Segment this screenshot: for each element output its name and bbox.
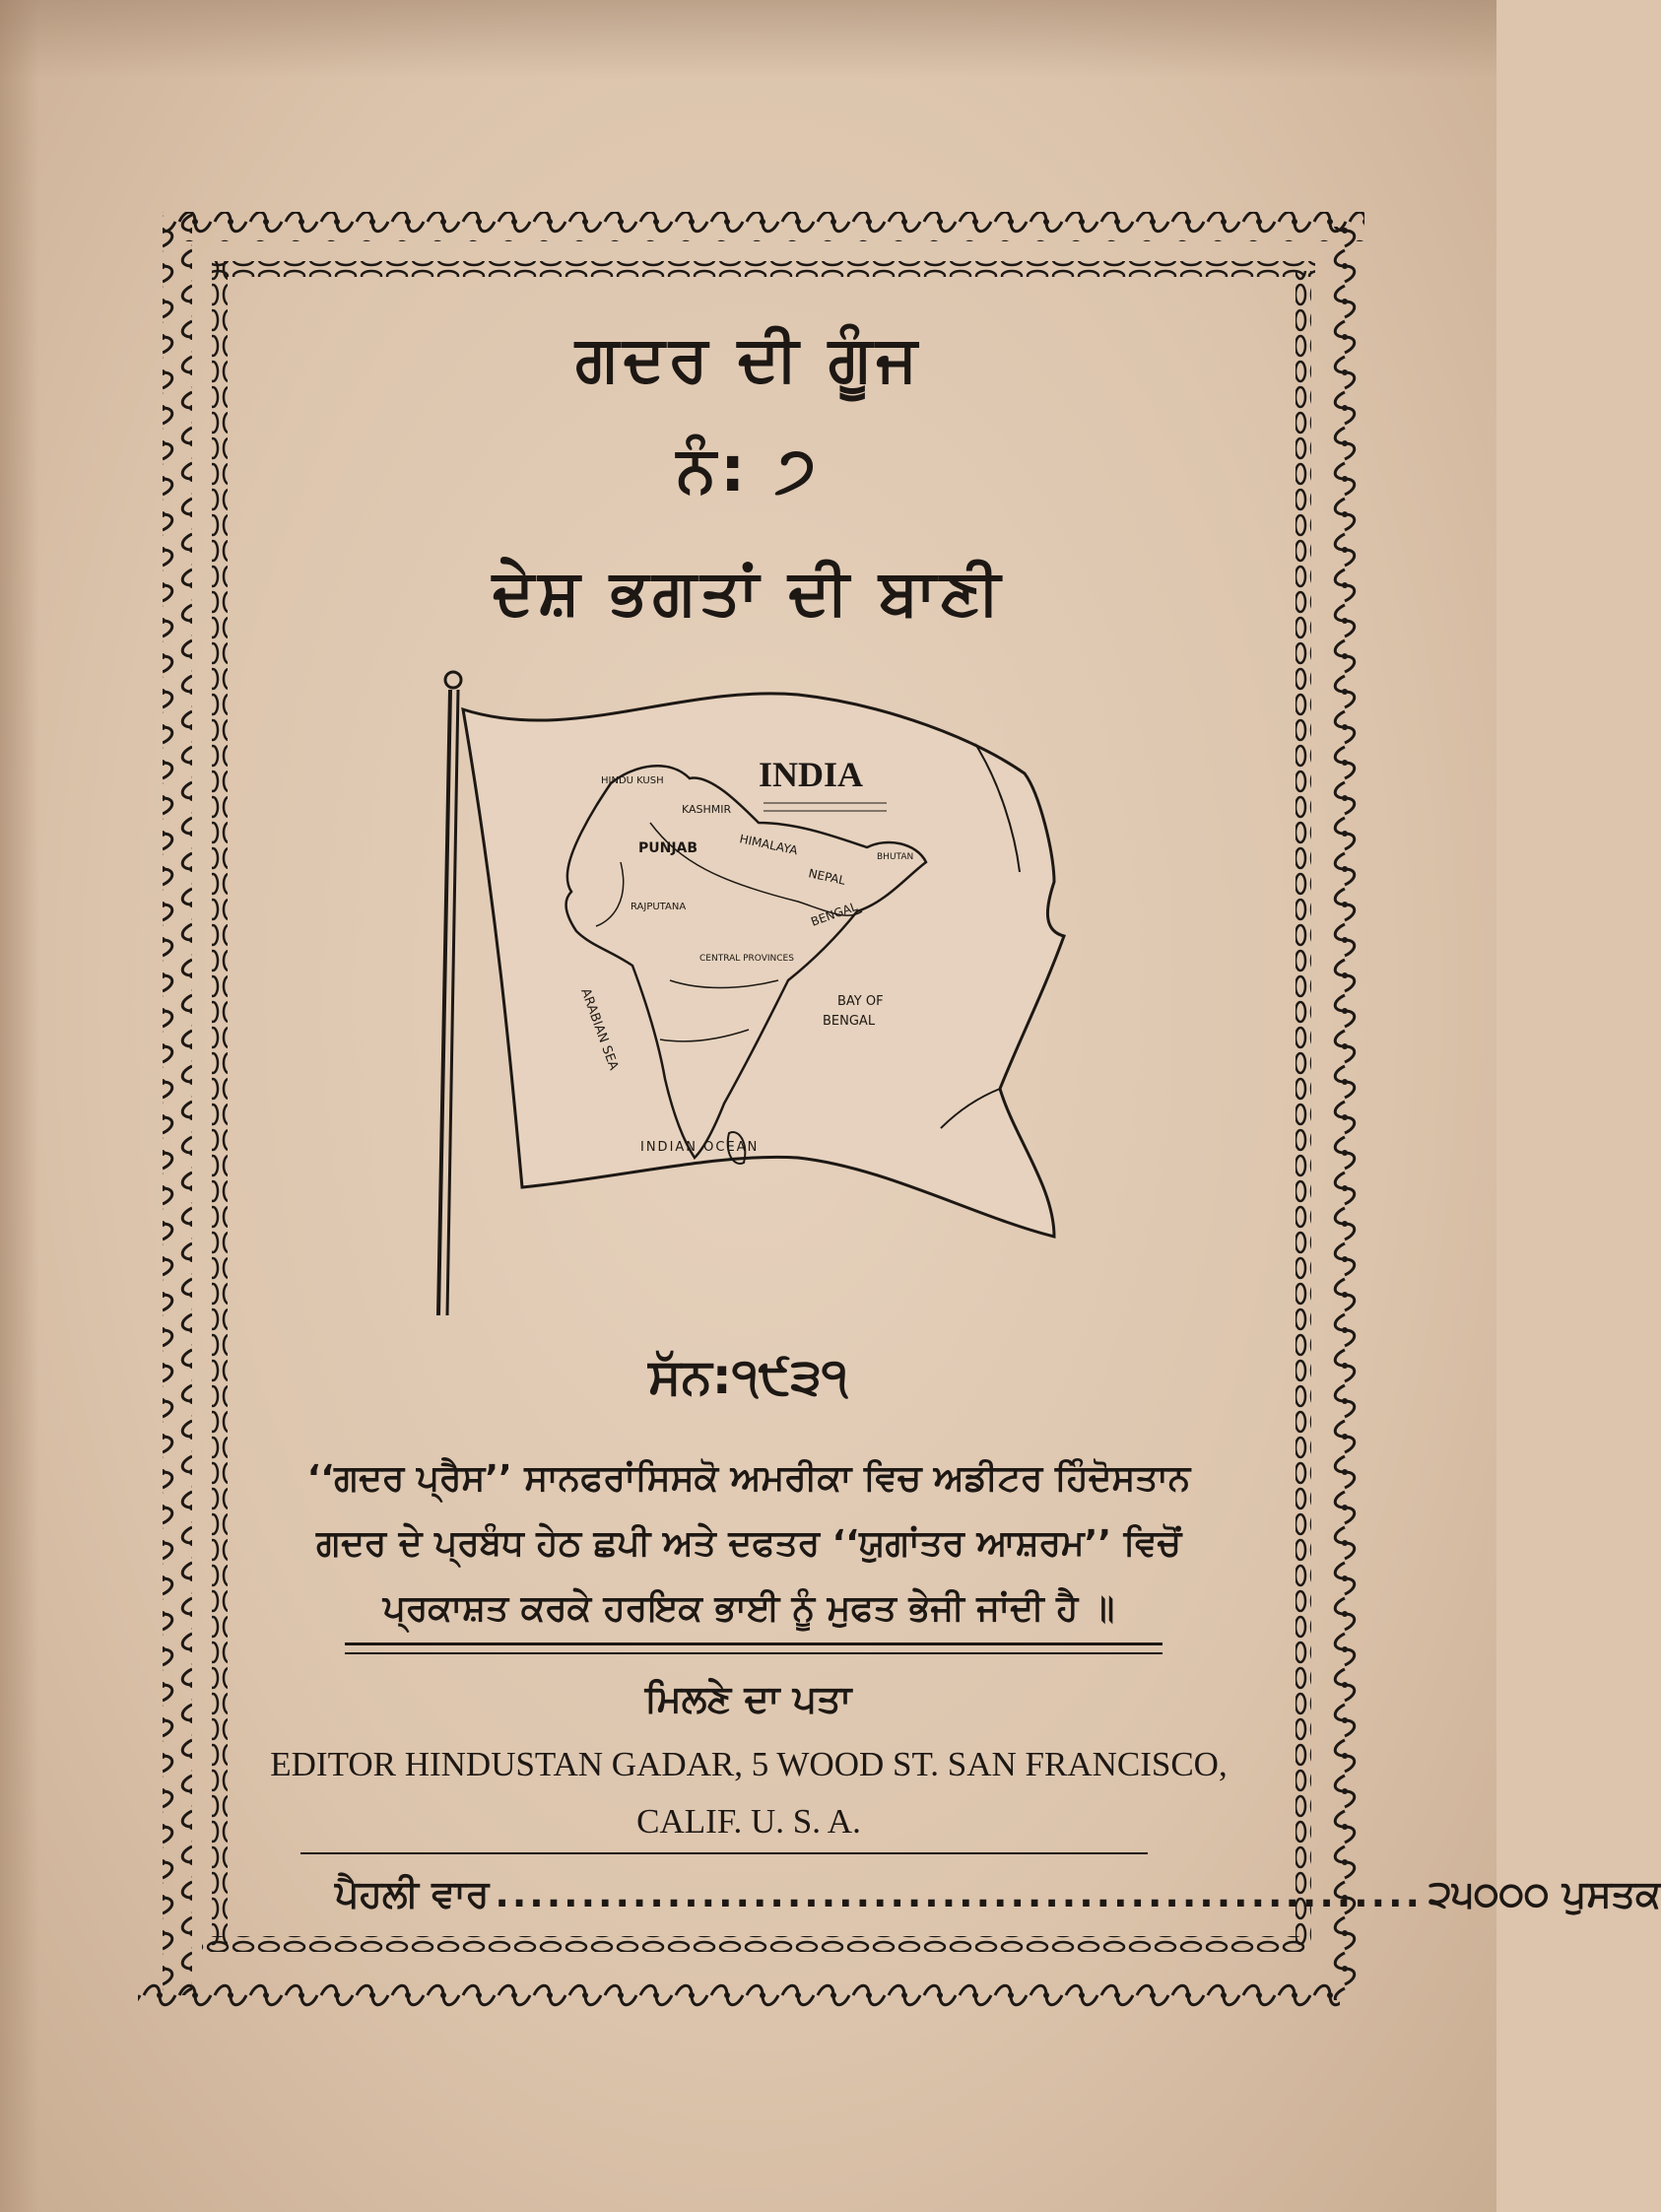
- edition-dots: ......................................................: [495, 1872, 1423, 1915]
- map-label-bengal: BENGAL: [809, 899, 860, 929]
- flagpole-finial: [445, 672, 461, 688]
- divider-double-bottom: [345, 1652, 1163, 1654]
- map-label-rajputana: RAJPUTANA: [631, 902, 687, 912]
- publication-note: [222, 1446, 1276, 1642]
- map-label-himalaya: HIMALAYA: [738, 832, 799, 858]
- map-label-bhutan: BHUTAN: [877, 852, 914, 862]
- cover-subtitle: ਦੇਸ਼ ਭਗਤਾਂ ਦੀ ਬਾਣੀ: [492, 557, 1005, 630]
- map-label-central-provinces: CENTRAL PROVINCES: [699, 954, 794, 964]
- publication-year: ਸੱਨ:੧੯੩੧: [648, 1348, 848, 1405]
- map-label-indian-ocean: INDIAN OCEAN: [640, 1140, 760, 1155]
- map-label-punjab: PUNJAB: [638, 840, 698, 856]
- flag-with-india-map: [424, 665, 1074, 1315]
- issue-number: ਨੰ: ੭: [676, 434, 821, 506]
- edition-count: ੨੫੦੦੦ ਪੁਸਤਕ: [1428, 1872, 1661, 1915]
- publication-note-line: ‘‘ਗਦਰ ਪ੍ਰੈਸ’’ ਸਾਨਫਰਾਂਸਿਸਕੋ ਅਮਰੀਕਾ ਵਿਚ ਅਡੀਟਰ ਹਿੰਦੋਸਤਾਨ: [306, 1458, 1191, 1499]
- cover-title: ਗਦਰ ਦੀ ਗੂੰਜ: [574, 323, 922, 396]
- address-block: [222, 1736, 1276, 1850]
- map-label-kashmir: KASHMIR: [682, 803, 732, 816]
- map-label-bay-bengal: BENGAL: [823, 1014, 876, 1029]
- divider-single: [300, 1852, 1148, 1854]
- edition-line: [335, 1872, 1661, 1916]
- address-heading: ਮਿਲਣੇ ਦਾ ਪਤਾ: [644, 1677, 852, 1720]
- map-label-nepal: NEPAL: [807, 866, 847, 888]
- publication-note-line: ਗਦਰ ਦੇ ਪ੍ਰਬੰਧ ਹੇਠ ਛਪੀ ਅਤੇ ਦਫਤਰ ‘‘ਯੁਗਾਂਤਰ ਆਸ਼ਰਮ’’ ਵਿਚੋਂ: [316, 1523, 1181, 1564]
- publication-note-line: ਪ੍ਰਕਾਸ਼ਤ ਕਰਕੇ ਹਰਇਕ ਭਾਈ ਨੂੰ ਮੁਫਤ ਭੇਜੀ ਜਾਂਦੀ ਹੈ ॥: [382, 1588, 1115, 1629]
- map-title: INDIA: [759, 755, 864, 794]
- address-line: CALIF. U. S. A.: [636, 1802, 861, 1841]
- divider-double-top: [345, 1642, 1163, 1645]
- map-label-arabian-sea: ARABIAN SEA: [577, 986, 622, 1073]
- address-line: EDITOR HINDUSTAN GADAR, 5 WOOD ST. SAN FRANCISCO,: [270, 1745, 1228, 1783]
- edition-label: ਪੈਹਲੀ ਵਾਰ: [335, 1872, 490, 1915]
- map-label-bay-of: BAY OF: [837, 994, 884, 1009]
- map-label-hindu-kush: HINDU KUSH: [601, 775, 664, 786]
